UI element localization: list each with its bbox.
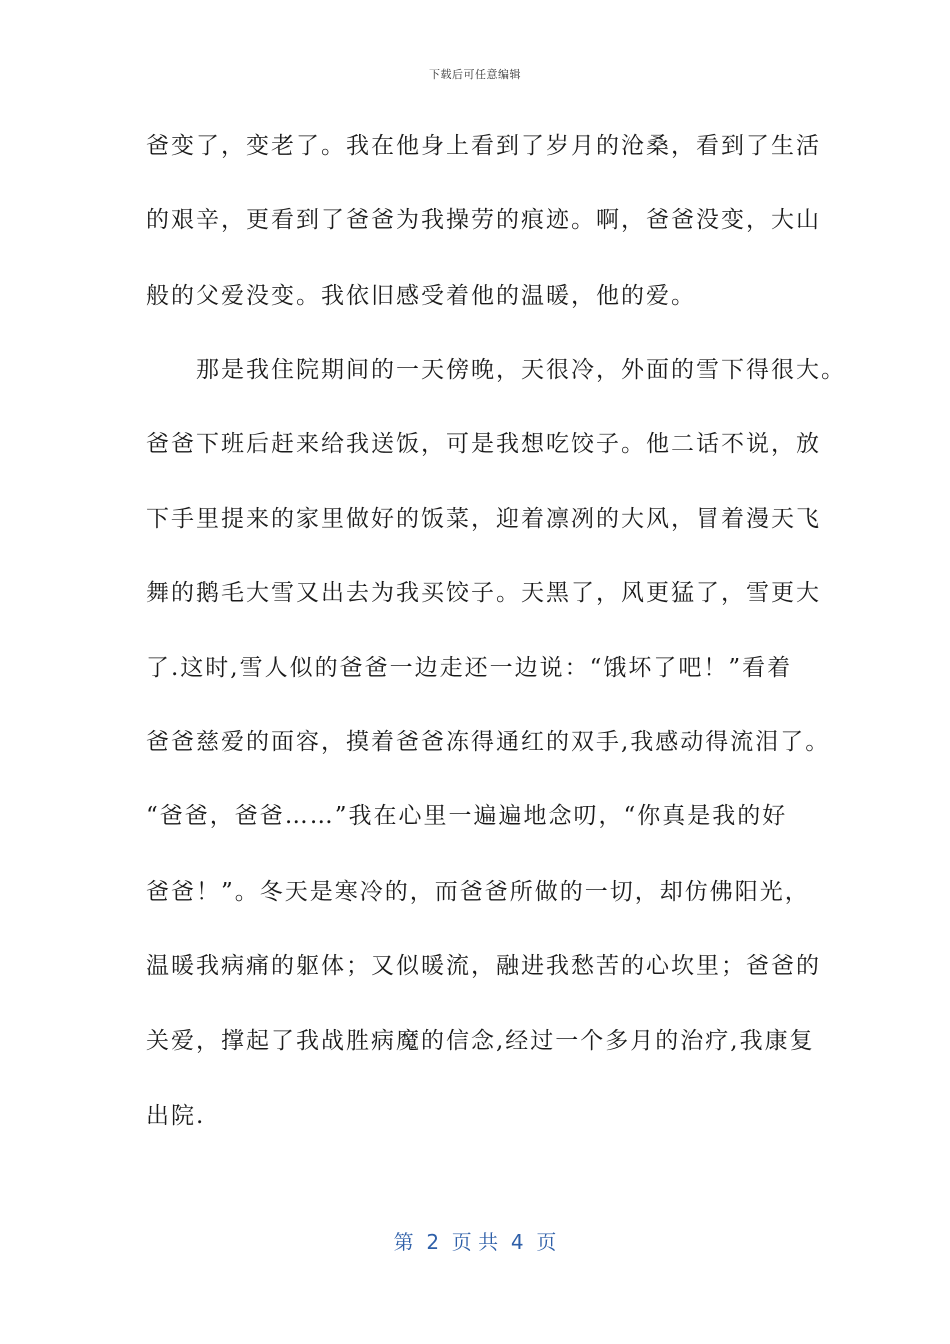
text-line: 舞的鹅毛大雪又出去为我买饺子。天黑了，风更猛了，雪更大 (146, 580, 821, 606)
text-line: 的艰辛，更看到了爸爸为我操劳的痕迹。啊，爸爸没变，大山 (146, 207, 821, 233)
text-line: 爸变了，变老了。我在他身上看到了岁月的沧桑，看到了生活 (146, 133, 821, 159)
text-line: 下手里提来的家里做好的饭菜，迎着凛冽的大风，冒着漫天飞 (146, 506, 821, 532)
text-line: 那是我住院期间的一天傍晚，天很冷，外面的雪下得很大。 (146, 357, 846, 383)
text-line: 出院. (146, 1103, 206, 1129)
text-line: 爸爸下班后赶来给我送饭，可是我想吃饺子。他二话不说，放 (146, 431, 821, 457)
text-line: 关爱，撑起了我战胜病魔的信念,经过一个多月的治疗,我康复 (146, 1028, 815, 1054)
text-line: 般的父爱没变。我依旧感受着他的温暖，他的爱。 (146, 283, 696, 309)
text-line: 温暖我病痛的躯体；又似暖流，融进我愁苦的心坎里；爸爸的 (146, 953, 821, 979)
text-line: “爸爸，爸爸……”我在心里一遍遍地念叨，“你真是我的好 (146, 803, 788, 829)
page-number-footer: 第 2 页 共 4 页 (393, 1230, 557, 1254)
text-line: 了.这时,雪人似的爸爸一边走还一边说：“饿坏了吧！”看着 (146, 655, 793, 681)
page-header: 下载后可任意编辑 (429, 68, 521, 81)
text-line: 爸爸慈爱的面容，摸着爸爸冻得通红的双手,我感动得流泪了。 (146, 729, 831, 755)
text-line: 爸爸！”。冬天是寒冷的，而爸爸所做的一切，却仿佛阳光， (146, 879, 810, 905)
